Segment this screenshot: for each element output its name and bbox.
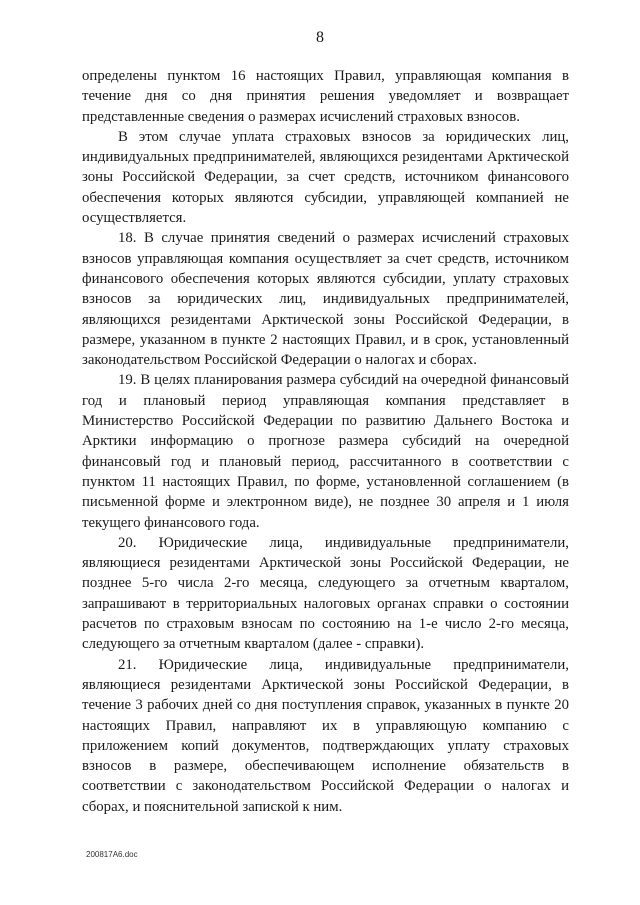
paragraph-item-19: 19. В целях планирования размера субсидий на очередной финансовый год и плановый период управляющая компания представляет в Министерство Российской Федерации по развитию Дальнего Востока и Арктики информацию о прогнозе размера субсидий на очередной финансовый год и плановый период, рассчитанного в соответствии с пунктом 11 настоящих Правил, по форме, установленной соглашением (в письменной форме и электронном виде), не позднее 30 апреля и 1 июля текущего финансового года. <box>82 372 569 531</box>
paragraph-continuation: определены пунктом 16 настоящих Правил, управляющая компания в течение дня со дня принятия решения уведомляет и возвращает представленные сведения о размерах исчислений страховых взносов. <box>82 68 569 125</box>
paragraph-payment-note: В этом случае уплата страховых взносов за юридических лиц, индивидуальных предпринимателей, являющихся резидентами Арктической зоны Российской Федерации, за счет средств, источником финансового обеспечения которых являются субсидии, управляющей компанией не осуществляется. <box>82 128 569 227</box>
paragraph-item-20: 20. Юридические лица, индивидуальные предприниматели, являющиеся резидентами Арктической зоны Российской Федерации, не позднее 5-го числа 2-го месяца, следующего за отчетным кварталом, запрашивают в территориальных налоговых органах справки о состоянии расчетов по страховым взносам по состоянию на 1-е число 2-го месяца, следующего за отчетным кварталом (далее - справки). <box>82 534 569 653</box>
document-body <box>82 66 569 817</box>
footer-filename: 200817А6.doc <box>86 850 138 859</box>
paragraph-item-18: 18. В случае принятия сведений о размерах исчислений страховых взносов управляющая компания осуществляет за счет средств, источником финансового обеспечения которых являются субсидии, уплату страховых взносов за юридических лиц, индивидуальных предпринимателей, являющихся резидентами Арктической зоны Российской Федерации, в размере, указанном в пункте 2 настоящих Правил, и в срок, установленный законодательством Российской Федерации о налогах и сборах. <box>82 230 569 369</box>
page-number: 8 <box>316 29 324 46</box>
paragraph-item-21: 21. Юридические лица, индивидуальные предприниматели, являющиеся резидентами Арктической зоны Российской Федерации, в течение 3 рабочих дней со дня поступления справок, указанных в пункте 20 настоящих Правил, направляют их в управляющую компанию с приложением копий документов, подтверждающих уплату страховых взносов в размере, обеспечивающем исполнение обязательств в соответствии с законодательством Российской Федерации о налогах и сборах, и пояснительной запиской к ним. <box>82 656 569 815</box>
